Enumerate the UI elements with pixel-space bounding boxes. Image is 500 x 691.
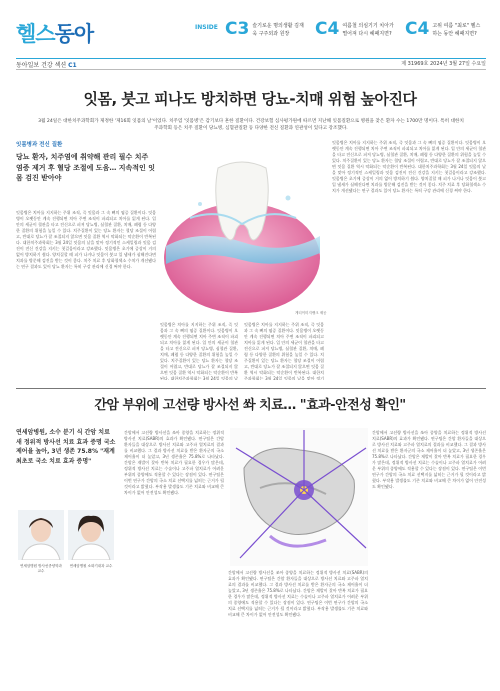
article2-body-col2: 간암에서 고선량 방사선을 쏘아 종양을 치료하는 정위적 방사선 치료(SABR)의 효과가 확인됐다. 연구팀은 간암 환자들을 대상으로 방사선 치료와 고주파 열치료의 결과를 비교했다. 그 결과 방사선 치료를 받은 환자군의 국소 제어율이 더 높았고, 3년 생존율은 75.8%로 나타났다. 간암은 재발이 잦아 반복 치료가 필요한 경우가 많은데, 정위적 방사선 치료는 수술이나 고주파 열치료가 어려운 부위의 종양에도 적용할 수 있다는 장점이 있다. 연구팀은 이번 연구가 간암의 국소 치료 선택지를 넓히는 근거가 될 것이라고 밝혔다. 부작용 발생률도 기존 치료와 비교해 큰 차이가 없어 안전성도 확인됐다. [228,570,368,617]
doctor-portrait-icon [18,510,64,560]
section-bar [16,58,486,70]
doctor2-caption: 연세암병원 소화기내과 교수 [69,564,113,568]
article1-subhead: 잇몸병과 전신 질환 [16,142,63,148]
toc-item-2[interactable] [315,18,394,46]
toc-text: 여름철 의심기기 치아가 떨어져 다시 헤패지면? [342,23,394,37]
article1-lead: 3월 24일은 대한치주과학회가 제정한 '제16회 잇몸의 날'이었다. 치주염 '잇몸병'은 감기보다 흔한 질환이다. 건강보험 심사평가원에 따르면 지난해 잇몸질환으로 병원을 찾은 환자 수는 1700만 명이다. 특히 대한치주과학회 등은 치주 질환이 당뇨병, 심혈관질환 등 다양한 전신 질환과 연관성이 있다고 강조했다. [38,119,464,131]
article1-side-quote: 당뇨 환자, 치주염에 취약해 관리 필수 치주 염증 제거 후 혈당 조절에 도움… 지속적인 잇몸 검진 받아야 [16,153,156,182]
article1-body-col3: 잇몸병은 치아를 지지하는 주위 조직, 즉 잇몸과 그 속 뼈의 염증 질환이다. 잇몸병이 오랫동안 계속 진행되면 치아 주변 조직이 파괴되고 치아를 잃게 된다. 입 안의 세균이 혈관을 타고 전신으로 퍼져 당뇨병, 심혈관 질환, 치매, 폐렴 등 다양한 질환의 위험을 높일 수 있다. 치주질환이 있는 당뇨 환자는 혈당 조절이 어렵고, 반대로 당뇨가 잘 조절되지 않으면 잇몸 질환 역시 악화되는 악순환이 반복된다. 대한치주과학회는 3월 24일 잇몸의 날을 맞아 정기 [244,322,324,380]
section-name: 동아일보 건강 섹션 [16,62,67,69]
toc-page-number: C4 [315,19,340,39]
toc-text: 슬기로운 명의생활 김재욱 구주외과 원장 [252,23,304,37]
newspaper-logo: 헬스동아 [16,22,94,46]
article1-body-col1: 잇몸병은 치아를 지지하는 주위 조직, 즉 잇몸과 그 속 뼈의 염증 질환이다. 잇몸병이 오랫동안 계속 진행되면 치아 주변 조직이 파괴되고 치아를 잃게 된다. 입 안의 세균이 혈관을 타고 전신으로 퍼져 당뇨병, 심혈관 질환, 치매, 폐렴 등 다양한 질환의 위험을 높일 수 있다. 치주질환이 있는 당뇨 환자는 혈당 조절이 어렵고, 반대로 당뇨가 잘 조절되지 않으면 잇몸 질환 역시 악화되는 악순환이 반복된다. 대한치주과학회는 3월 24일 잇몸의 날을 맞아 정기적인 스케일링과 잇몸 검진이 전신 건강을 지키는 첫걸음이라고 강조했다. 잇몸병은 초기에 증상이 거의 없어 방치하기 쉽다. 양치질할 때 피가 나거나 잇몸이 붓고 입 냄새가 심해진다면 치과를 방문해 검진을 받는 것이 좋다. 치주 치료 후 당화혈색소 수치가 개선됐다는 연구 결과도 있어 당뇨 환자는 특히 구강 관리에 신경 써야 한다. [16,210,156,269]
article2-headline: 간암 부위에 고선량 방사선 쏴 치료… "효과-안전성 확인" [94,398,406,413]
section-divider [16,388,486,389]
section-code: C1 [68,62,77,69]
issue-info: 제 31969호 2024년 3월 27일 수요일 [401,61,486,67]
image-caption: 게티이미지뱅크 제공 [295,311,327,315]
article1-body-col2: 잇몸병은 치아를 지지하는 주위 조직, 즉 잇몸과 그 속 뼈의 염증 질환이다. 잇몸병이 오랫동안 계속 진행되면 치아 주변 조직이 파괴되고 치아를 잃게 된다. 입 안의 세균이 혈관을 타고 전신으로 퍼져 당뇨병, 심혈관 질환, 치매, 폐렴 등 다양한 질환의 위험을 높일 수 있다. 치주질환이 있는 당뇨 환자는 혈당 조절이 어렵고, 반대로 당뇨가 잘 조절되지 않으면 잇몸 질환 역시 악화되는 악순환이 반복된다. 대한치주과학회는 3월 24일 잇몸의 날 [160,322,238,380]
liver-radiation-illustration [230,428,368,566]
doctor-photo-1 [18,510,64,574]
article2-body-col1: 간암에서 고선량 방사선을 쏘아 종양을 치료하는 정위적 방사선 치료(SABR)의 효과가 확인됐다. 연구팀은 간암 환자들을 대상으로 방사선 치료와 고주파 열치료의 결과를 비교했다. 그 결과 방사선 치료를 받은 환자군의 국소 제어율이 더 높았고, 3년 생존율은 75.8%로 나타났다. 간암은 재발이 잦아 반복 치료가 필요한 경우가 많은데, 정위적 방사선 치료는 수술이나 고주파 열치료가 어려운 부위의 종양에도 적용할 수 있다는 장점이 있다. 연구팀은 이번 연구가 간암의 국소 치료 선택지를 넓히는 근거가 될 것이라고 밝혔다. 부작용 발생률도 기존 치료와 비교해 큰 차이가 없어 안전성도 확인됐다. [124,430,224,495]
toc-page-number: C4 [405,19,430,39]
doctor-portrait-icon [68,510,114,560]
doctor1-caption: 연세암병원 방사선종양학과 교수 [20,564,62,573]
article2-side-quote: 연세암병원, 소수 분기 식 간암 치료 새 정위적 방사선 치료 효과 증명 국소 제어율 높아, 3년 생존 75.8% "재계 최초로 국소 치료 효과 증명" [16,429,116,465]
toc-item-1[interactable] [225,18,304,46]
toc-item-3[interactable] [405,18,484,46]
article1-body-col4: 잇몸병은 치아를 지지하는 주위 조직, 즉 잇몸과 그 속 뼈의 염증 질환이다. 잇몸병이 오랫동안 계속 진행되면 치아 주변 조직이 파괴되고 치아를 잃게 된다. 입 안의 세균이 혈관을 타고 전신으로 퍼져 당뇨병, 심혈관 질환, 치매, 폐렴 등 다양한 질환의 위험을 높일 수 있다. 치주질환이 있는 당뇨 환자는 혈당 조절이 어렵고, 반대로 당뇨가 잘 조절되지 않으면 잇몸 질환 역시 악화되는 악순환이 반복된다. 대한치주과학회는 3월 24일 잇몸의 날을 맞아 정기적인 스케일링과 잇몸 검진이 전신 건강을 지키는 첫걸음이라고 강조했다. 잇몸병은 초기에 증상이 거의 없어 방치하기 쉽다. 양치질할 때 피가 나거나 잇몸이 붓고 입 냄새가 심해진다면 치과를 방문해 검진을 받는 것이 좋다. 치주 치료 후 당화혈색소 수치가 개선됐다는 연구 결과도 있어 당뇨 환자는 특히 구강 관리에 신경 써야 한다. [332,140,486,193]
article1-headline: 잇몸, 붓고 피나도 방치하면 당뇨-치매 위험 높아진다 [83,90,417,108]
toc-text: 고위 여름 "최로" 헬스 하는 동안 헤패지면? [432,23,481,37]
article2-body-col3: 간암에서 고선량 방사선을 쏘아 종양을 치료하는 정위적 방사선 치료(SABR)의 효과가 확인됐다. 연구팀은 간암 환자들을 대상으로 방사선 치료와 고주파 열치료의 결과를 비교했다. 그 결과 방사선 치료를 받은 환자군의 국소 제어율이 더 높았고, 3년 생존율은 75.8%로 나타났다. 간암은 재발이 잦아 반복 치료가 필요한 경우가 많은데, 정위적 방사선 치료는 수술이나 고주파 열치료가 어려운 부위의 종양에도 적용할 수 있다는 장점이 있다. 연구팀은 이번 연구가 간암의 국소 치료 선택지를 넓히는 근거가 될 것이라고 밝혔다. 부작용 발생률도 기존 치료와 비교해 큰 차이가 없어 안전성도 확인됐다. [372,430,486,489]
toc-page-number: C3 [225,19,250,39]
inside-label: INSIDE [195,24,218,31]
doctor-photo-2 [68,510,114,569]
tooth-illustration [160,138,325,318]
